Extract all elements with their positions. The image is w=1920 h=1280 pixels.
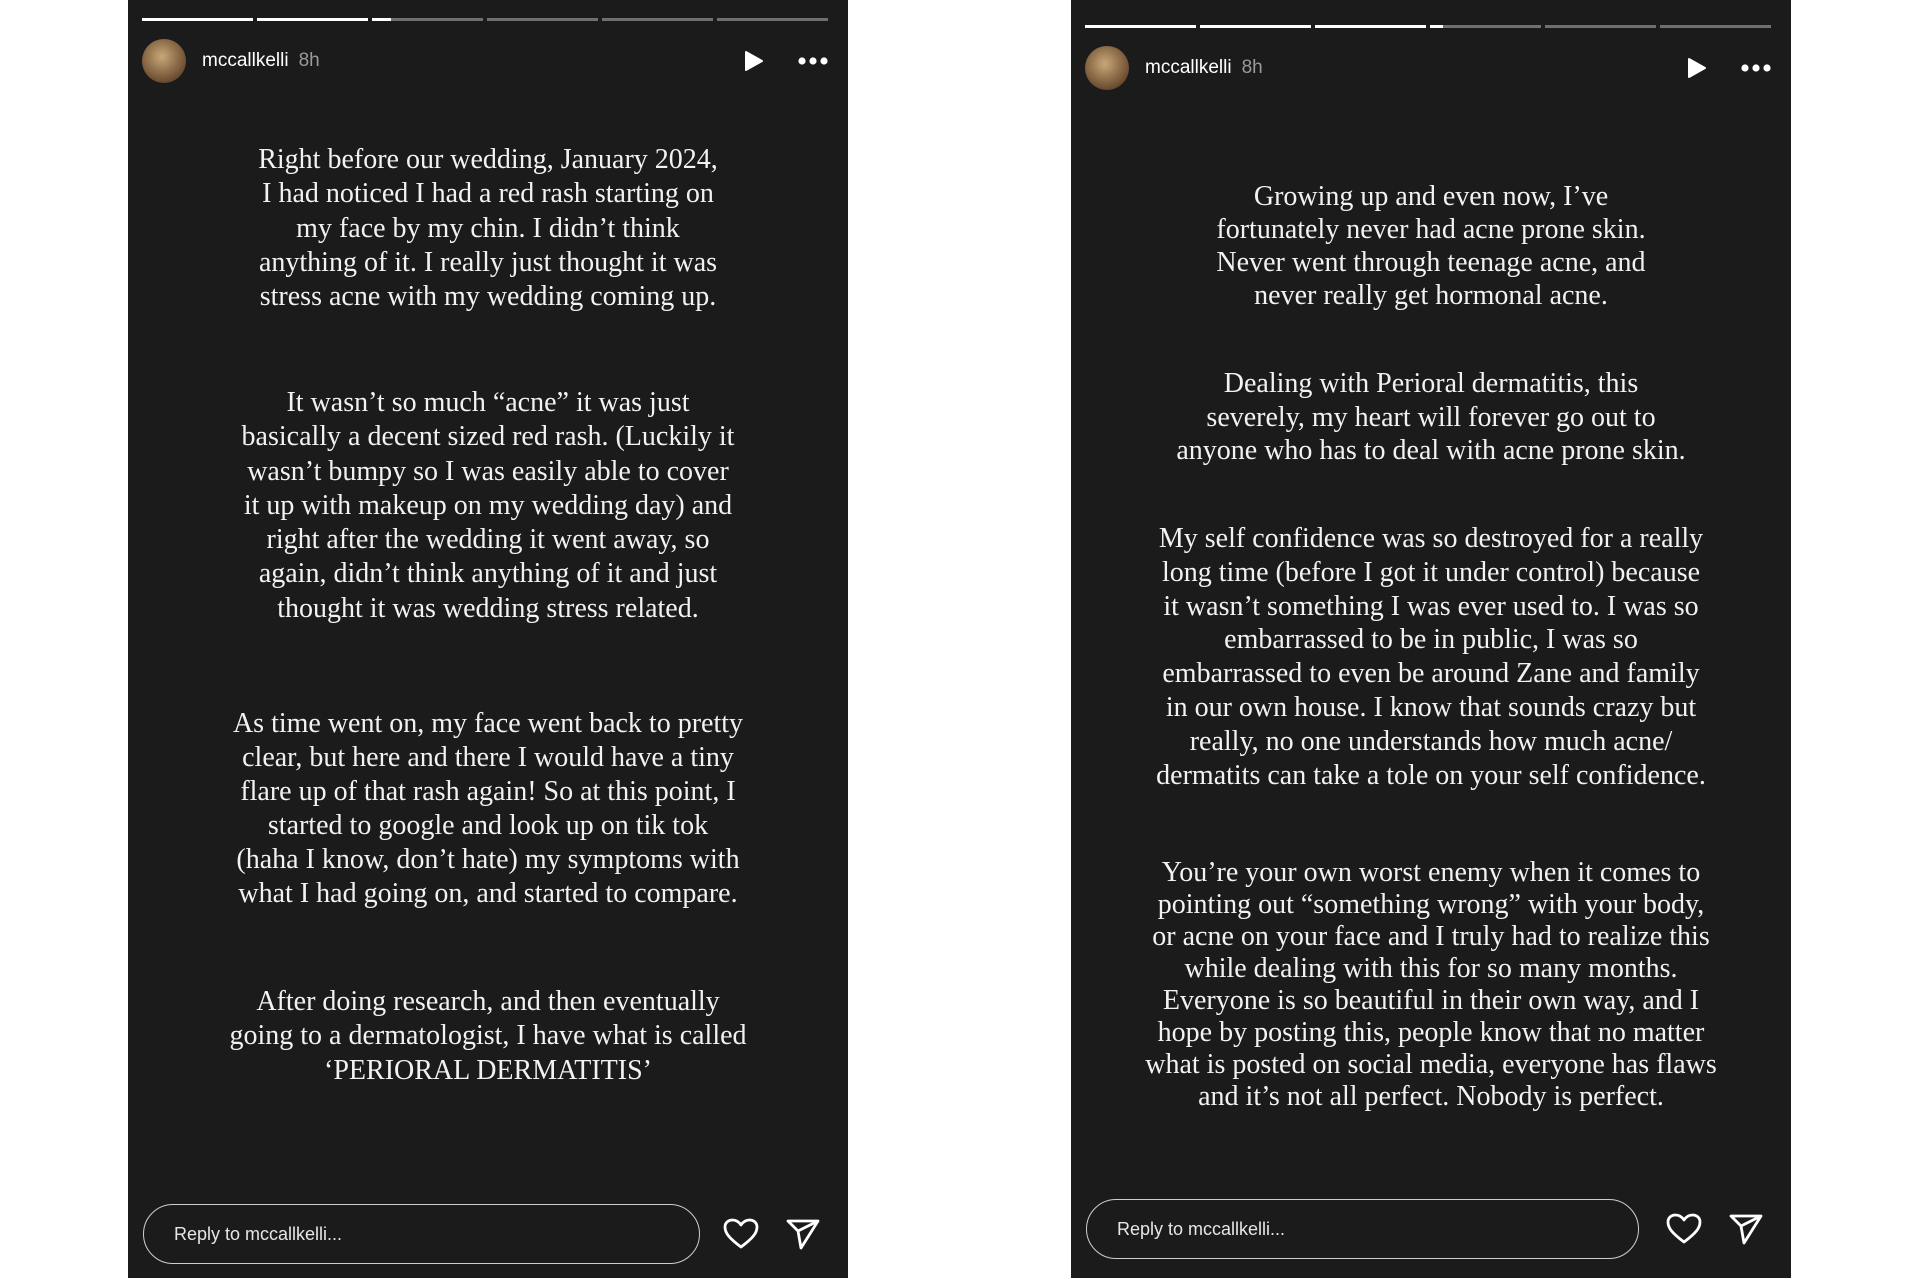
text-line: going to a dermatologist, I have what is called xyxy=(229,1020,747,1052)
text-line: Never went through teenage acne, and xyxy=(1216,247,1646,278)
text-line: my face by my chin. I didn’t think xyxy=(296,212,680,244)
progress-segment xyxy=(372,18,483,21)
avatar[interactable] xyxy=(1085,46,1129,90)
story-paragraph xyxy=(1091,367,1771,468)
text-line: dermatits can take a tole on your self confidence. xyxy=(1156,759,1706,791)
story-paragraph xyxy=(148,143,828,314)
text-line: (haha I know, don’t hate) my symptoms with xyxy=(236,844,740,875)
story-paragraph xyxy=(1091,522,1771,792)
text-line: pointing out “something wrong” with your body, xyxy=(1157,889,1705,920)
story-header xyxy=(142,38,828,84)
send-icon[interactable] xyxy=(786,1218,820,1255)
text-line: I had noticed I had a red rash starting on xyxy=(262,178,714,210)
username[interactable]: mccallkelli xyxy=(1145,57,1232,78)
text-line: it up with makeup on my wedding day) and xyxy=(243,489,733,521)
play-icon[interactable] xyxy=(744,50,764,72)
progress-segment xyxy=(487,18,598,21)
text-line: embarrassed to even be around Zane and family xyxy=(1162,658,1700,690)
progress-segment xyxy=(257,18,368,21)
story-progress xyxy=(1085,25,1771,28)
text-line: embarrassed to be in public, I was so xyxy=(1224,624,1638,656)
heart-icon[interactable] xyxy=(723,1218,759,1255)
story-header xyxy=(1085,45,1771,91)
progress-segment xyxy=(1200,25,1311,28)
progress-segment xyxy=(1430,25,1541,28)
text-line: My self confidence was so destroyed for a really xyxy=(1158,523,1704,554)
story-paragraph xyxy=(1091,180,1771,312)
text-line: anything of it. I really just thought it was xyxy=(258,246,718,278)
text-line: Growing up and even now, I’ve xyxy=(1253,181,1609,212)
progress-segment xyxy=(602,18,713,21)
more-options-icon[interactable] xyxy=(1741,64,1771,72)
reply-input[interactable] xyxy=(1086,1199,1639,1259)
text-line: right after the wedding it went away, so xyxy=(266,524,710,556)
story-paragraph xyxy=(148,985,828,1088)
text-line: It wasn’t so much “acne” it was just xyxy=(286,387,690,418)
text-line: while dealing with this for so many months. xyxy=(1184,953,1678,984)
text-line: it wasn’t something I was ever used to. I was so xyxy=(1163,590,1699,622)
reply-placeholder: Reply to mccallkelli... xyxy=(1117,1218,1286,1239)
text-line: basically a decent sized red rash. (Luckily it xyxy=(241,421,735,453)
text-line: Dealing with Perioral dermatitis, this xyxy=(1223,368,1639,399)
story-paragraph xyxy=(148,707,828,911)
text-line: Right before our wedding, January 2024, xyxy=(258,144,718,175)
text-line: You’re your own worst enemy when it comes to xyxy=(1161,857,1701,888)
text-line: started to google and look up on tik tok xyxy=(267,810,709,841)
username[interactable]: mccallkelli xyxy=(202,50,289,71)
text-line: long time (before I got it under control) because xyxy=(1161,556,1701,588)
text-line: or acne on your face and I truly had to realize this xyxy=(1152,921,1710,952)
reply-input[interactable] xyxy=(143,1204,700,1264)
text-line: stress acne with my wedding coming up. xyxy=(259,281,717,313)
reply-placeholder: Reply to mccallkelli... xyxy=(174,1223,343,1244)
progress-segment xyxy=(1545,25,1656,28)
text-line: hope by posting this, people know that no matter xyxy=(1157,1017,1705,1048)
text-line: wasn’t bumpy so I was easily able to cover xyxy=(247,455,729,487)
more-options-icon[interactable] xyxy=(798,57,828,65)
text-line: anyone who has to deal with acne prone skin. xyxy=(1176,435,1686,467)
story-paragraph xyxy=(1091,857,1771,1113)
text-line: in our own house. I know that sounds crazy but xyxy=(1165,691,1697,723)
heart-icon[interactable] xyxy=(1666,1213,1702,1250)
text-line: clear, but here and there I would have a tiny xyxy=(242,742,734,773)
text-line: what is posted on social media, everyone has flaws xyxy=(1145,1049,1717,1080)
text-line: After doing research, and then eventually xyxy=(256,986,720,1017)
story-panel-left xyxy=(128,0,848,1278)
story-panel-right xyxy=(1071,0,1791,1278)
story-paragraph xyxy=(148,386,828,626)
progress-segment xyxy=(717,18,828,21)
progress-segment xyxy=(1660,25,1771,28)
text-line: flare up of that rash again! So at this point, I xyxy=(240,776,736,807)
text-line: and it’s not all perfect. Nobody is perfect. xyxy=(1198,1081,1664,1112)
text-line: Everyone is so beautiful in their own way, and I xyxy=(1162,985,1700,1016)
play-icon[interactable] xyxy=(1687,57,1707,79)
text-line: fortunately never had acne prone skin. xyxy=(1216,214,1646,245)
send-icon[interactable] xyxy=(1729,1213,1763,1250)
avatar[interactable] xyxy=(142,39,186,83)
text-line: again, didn’t think anything of it and just xyxy=(258,558,718,590)
story-progress xyxy=(142,18,828,21)
text-line: ‘PERIORAL DERMATITIS’ xyxy=(324,1054,652,1086)
timestamp: 8h xyxy=(1241,57,1263,78)
text-line: never really get hormonal acne. xyxy=(1254,280,1608,311)
progress-segment xyxy=(1085,25,1196,28)
text-line: thought it was wedding stress related. xyxy=(277,592,699,624)
text-line: severely, my heart will forever go out to xyxy=(1206,401,1656,433)
text-line: really, no one understands how much acne/ xyxy=(1189,725,1673,757)
progress-segment xyxy=(1315,25,1426,28)
text-line: what I had going on, and started to compare. xyxy=(238,878,738,909)
text-line: As time went on, my face went back to pretty xyxy=(232,708,744,739)
timestamp: 8h xyxy=(298,50,320,71)
progress-segment xyxy=(142,18,253,21)
